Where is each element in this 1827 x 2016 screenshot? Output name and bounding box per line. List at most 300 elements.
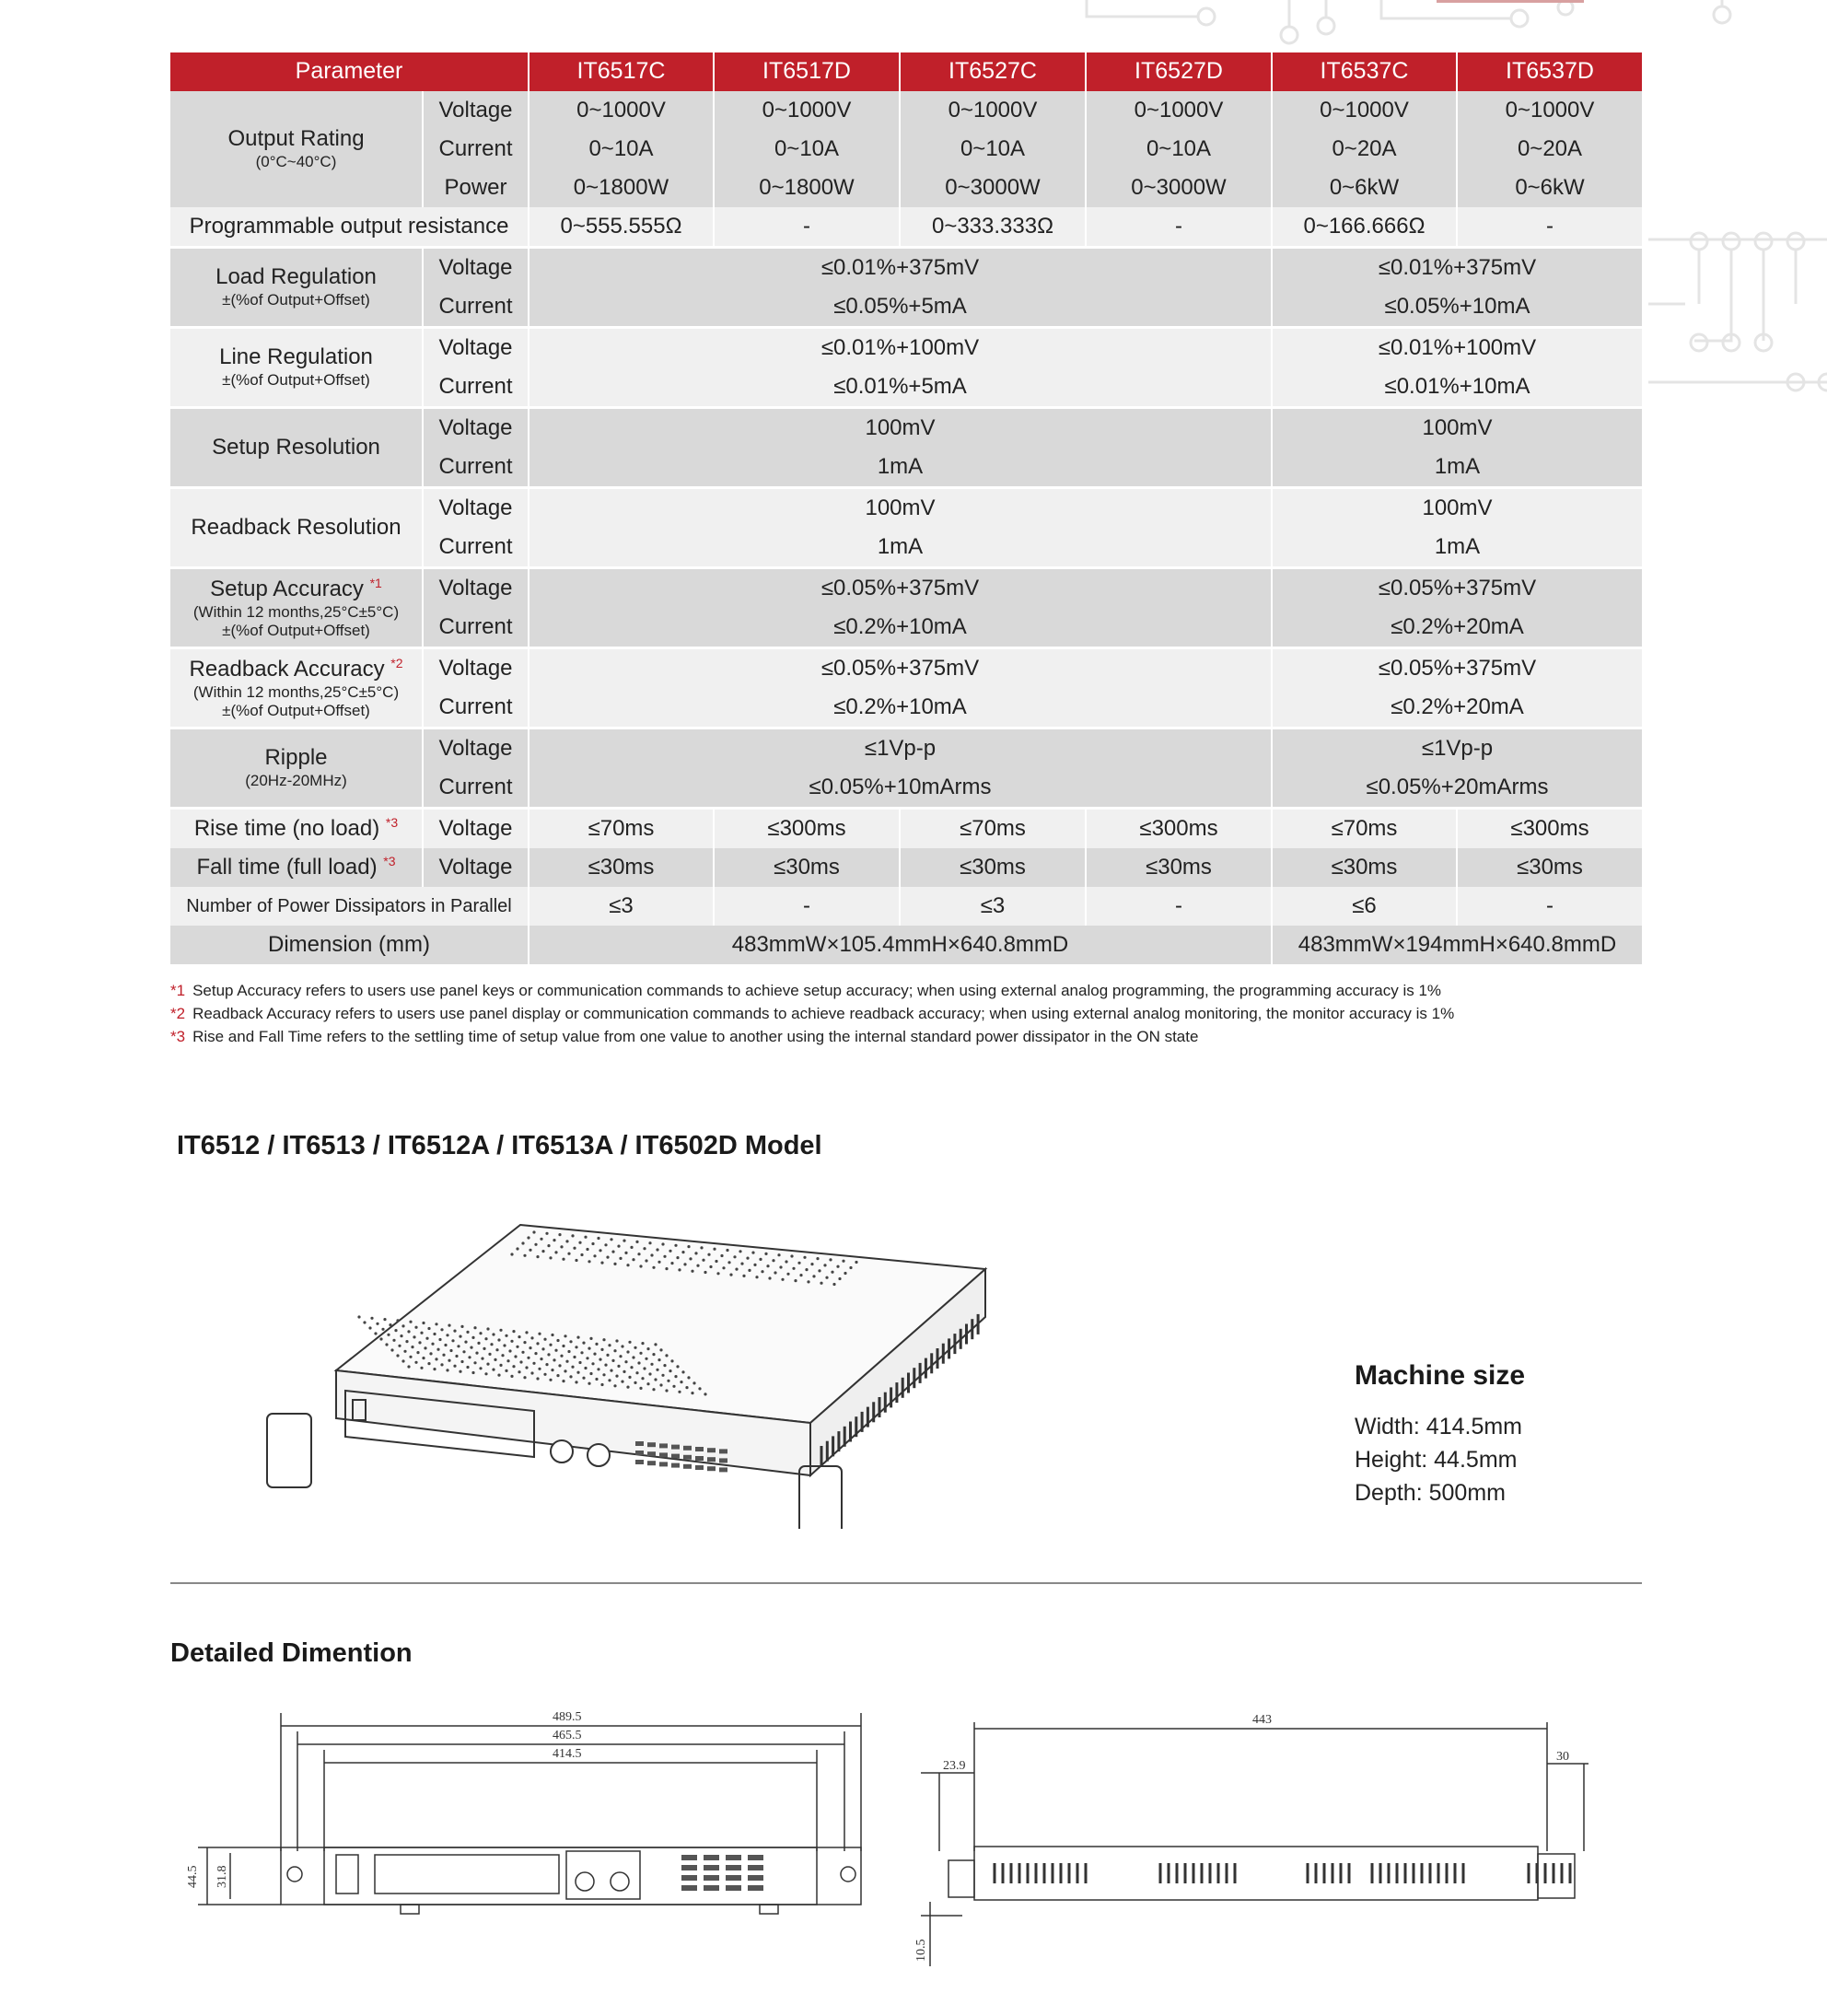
- vent-dot: [448, 1324, 450, 1327]
- panel-key: [647, 1461, 656, 1465]
- panel-key: [704, 1885, 719, 1891]
- cell: ≤300ms: [714, 809, 900, 849]
- vent-dot: [641, 1342, 644, 1345]
- vent-dot: [462, 1350, 465, 1353]
- cell: ≤70ms: [900, 809, 1086, 849]
- vent-dot: [657, 1261, 660, 1264]
- vent-dot: [621, 1345, 623, 1347]
- panel-key: [659, 1443, 668, 1448]
- vent-dot: [569, 1375, 572, 1378]
- vent-dot: [842, 1260, 844, 1263]
- vent-dot: [652, 1266, 655, 1269]
- vent-dot: [565, 1360, 568, 1363]
- cell: 483mmW×194mmH×640.8mmD: [1272, 926, 1642, 964]
- vent-dot: [501, 1354, 504, 1357]
- param-fall-time: [170, 848, 423, 887]
- vent-dot: [381, 1328, 384, 1331]
- table-row: [170, 488, 1642, 529]
- table-row: [170, 408, 1642, 449]
- vent-dot: [659, 1348, 662, 1351]
- cell: -: [714, 207, 900, 248]
- cell: 0~6kW: [1457, 169, 1642, 207]
- panel-key: [719, 1458, 727, 1462]
- vent-dot: [532, 1362, 535, 1365]
- vent-dot: [751, 1252, 754, 1254]
- vent-dot: [707, 1253, 710, 1256]
- vent-dot: [446, 1369, 448, 1371]
- vent-dot: [466, 1331, 469, 1334]
- vent-dot: [588, 1382, 590, 1385]
- vent-dot: [646, 1347, 649, 1350]
- panel-key: [719, 1467, 727, 1472]
- kind-label: Voltage: [423, 848, 529, 887]
- cell: ≤0.01%+100mV: [1272, 328, 1642, 368]
- footnote-mark: *2: [390, 655, 403, 670]
- cell: -: [1086, 207, 1272, 248]
- machine-width: Width: 414.5mm: [1355, 1414, 1523, 1439]
- cell: 0~3000W: [1086, 169, 1272, 207]
- vent-dot: [518, 1370, 520, 1373]
- dim-label: 443: [1252, 1713, 1272, 1727]
- vent-dot: [567, 1350, 570, 1353]
- vent-dot: [722, 1266, 725, 1269]
- param-setup-accuracy: [170, 568, 423, 648]
- vent-dot: [632, 1356, 634, 1358]
- cell: 0~10A: [1086, 130, 1272, 169]
- vent-dot: [792, 1267, 795, 1270]
- vent-dot: [407, 1365, 410, 1368]
- vent-dot: [490, 1343, 493, 1346]
- spec-table: [170, 52, 1642, 964]
- vent-dot: [692, 1381, 695, 1384]
- cell: ≤30ms: [1086, 848, 1272, 887]
- footnote-mark: *1: [369, 575, 382, 590]
- cell: 100mV: [529, 488, 1272, 529]
- vent-dot: [626, 1386, 629, 1389]
- vent-dot: [547, 1353, 550, 1356]
- footnote-mark: *2: [170, 1005, 186, 1022]
- param-label: Line Regulation: [219, 344, 373, 369]
- param-label: Readback Accuracy: [189, 656, 385, 682]
- cell: 0~10A: [529, 130, 714, 169]
- vent-dot: [547, 1244, 550, 1247]
- vent-dot: [602, 1338, 605, 1341]
- vent-dot: [680, 1381, 682, 1383]
- vent-dot: [608, 1379, 611, 1381]
- vent-dot: [611, 1359, 614, 1362]
- vent-dot: [635, 1241, 638, 1243]
- vent-dot: [597, 1237, 599, 1240]
- footnote-text: Rise and Fall Time refers to the settling time of setup value from one value to another using the internal standard power dissipator in the ON state: [192, 1028, 1199, 1045]
- vent-dot: [613, 1263, 616, 1265]
- cell: 1mA: [529, 448, 1272, 488]
- machine-depth: Depth: 500mm: [1355, 1480, 1506, 1506]
- vent-dot: [580, 1351, 583, 1354]
- vent-dot: [453, 1365, 456, 1368]
- panel-key: [683, 1455, 692, 1460]
- cell: 0~333.333Ω: [900, 207, 1086, 248]
- vent-dot: [617, 1365, 620, 1368]
- table-row: [170, 848, 1642, 887]
- vent-dot: [624, 1252, 627, 1254]
- dim-label: 10.5: [914, 1939, 928, 1962]
- vent-dot: [484, 1337, 487, 1340]
- vent-dot: [704, 1271, 706, 1274]
- vent-dot: [832, 1283, 835, 1286]
- vent-dot: [370, 1317, 373, 1320]
- vent-dot: [663, 1255, 666, 1258]
- machine-size-title: Machine size: [1355, 1360, 1526, 1391]
- vent-dot: [396, 1319, 399, 1322]
- kind-label: Current: [423, 287, 529, 328]
- cell: 100mV: [1272, 408, 1642, 449]
- vent-dot: [422, 1357, 425, 1359]
- vent-dot: [481, 1358, 483, 1360]
- cell: ≤70ms: [1272, 809, 1457, 849]
- vent-dot: [663, 1364, 666, 1367]
- vent-dot: [484, 1372, 487, 1375]
- vent-dot: [422, 1322, 425, 1324]
- vent-dot: [470, 1346, 472, 1349]
- vent-dot: [831, 1271, 833, 1274]
- vent-dot: [545, 1232, 548, 1235]
- vent-dot: [698, 1387, 701, 1390]
- panel-key: [707, 1448, 716, 1452]
- vent-dot: [529, 1249, 531, 1252]
- vent-dot: [691, 1270, 693, 1273]
- vent-dot: [654, 1378, 657, 1381]
- panel-key: [748, 1865, 763, 1870]
- vent-dot: [473, 1326, 476, 1329]
- vent-dot: [464, 1341, 467, 1344]
- kind-label: Voltage: [423, 408, 529, 449]
- vent-dot: [521, 1241, 524, 1244]
- panel-key: [695, 1447, 704, 1451]
- vent-dot: [818, 1269, 820, 1272]
- vent-dot: [669, 1369, 671, 1372]
- cell: ≤1Vp-p: [529, 728, 1272, 769]
- vent-dot: [604, 1364, 607, 1367]
- vent-dot: [446, 1334, 448, 1336]
- vent-dot: [554, 1349, 557, 1352]
- vent-dot: [702, 1259, 704, 1262]
- vent-dot: [661, 1374, 664, 1377]
- vent-dot: [772, 1259, 774, 1262]
- vent-dot: [639, 1264, 642, 1267]
- vent-dot: [536, 1255, 539, 1258]
- kind-label: Current: [423, 528, 529, 568]
- vent-dot: [514, 1355, 517, 1358]
- vent-dot: [659, 1383, 662, 1386]
- vent-dot: [499, 1364, 502, 1367]
- cell: ≤0.05%+375mV: [1272, 568, 1642, 609]
- vent-dot: [449, 1349, 452, 1352]
- vent-dot: [797, 1262, 800, 1264]
- vent-dot: [549, 1344, 552, 1346]
- vent-dot: [652, 1353, 655, 1356]
- vent-dot: [444, 1344, 447, 1346]
- vent-dot: [411, 1346, 413, 1348]
- vent-dot: [645, 1259, 647, 1262]
- footnotes: [170, 979, 1454, 1048]
- panel-key: [671, 1445, 680, 1450]
- cell: ≤0.2%+10mA: [529, 688, 1272, 728]
- vent-dot: [816, 1257, 819, 1260]
- vent-dot: [849, 1266, 852, 1269]
- panel-key: [748, 1875, 763, 1881]
- vent-dot: [379, 1337, 382, 1340]
- section-divider: [170, 1582, 1642, 1584]
- vent-dot: [560, 1355, 563, 1358]
- cell: ≤0.05%+375mV: [1272, 648, 1642, 689]
- vent-dot: [589, 1372, 592, 1375]
- panel-key: [704, 1865, 719, 1870]
- model-heading: IT6512 / IT6513 / IT6512A / IT6513A / IT6502D Model: [177, 1131, 822, 1160]
- vent-dot: [779, 1265, 782, 1268]
- vent-dot: [823, 1264, 826, 1266]
- vent-dot: [438, 1338, 441, 1341]
- vent-dot: [637, 1361, 640, 1364]
- kind-label: Current: [423, 768, 529, 809]
- vent-dot: [586, 1248, 588, 1251]
- vent-dot: [495, 1348, 498, 1351]
- vent-dot: [541, 1250, 544, 1253]
- vent-dot: [759, 1258, 762, 1261]
- vent-dot: [681, 1251, 684, 1253]
- table-row: [170, 568, 1642, 609]
- panel-key: [683, 1464, 692, 1469]
- vent-dot: [431, 1343, 434, 1346]
- vent-dot: [626, 1350, 629, 1353]
- vent-dot: [641, 1377, 644, 1380]
- panel-key: [647, 1442, 656, 1447]
- header-model: IT6517D: [714, 52, 900, 91]
- param-label: Ripple: [264, 744, 328, 770]
- cell: 0~1000V: [1272, 91, 1457, 130]
- cell: ≤30ms: [1457, 848, 1642, 887]
- vent-dot: [810, 1263, 813, 1265]
- vent-dot: [665, 1354, 668, 1357]
- side-dimension-drawing: [912, 1699, 1602, 1975]
- vent-dot: [534, 1243, 537, 1246]
- vent-dot: [492, 1369, 495, 1371]
- kind-label: Current: [423, 367, 529, 408]
- panel-key: [707, 1457, 716, 1462]
- vent-dot: [727, 1261, 730, 1264]
- cell: 483mmW×105.4mmH×640.8mmD: [529, 926, 1272, 964]
- cell: 0~1000V: [529, 91, 714, 130]
- vent-dot: [468, 1356, 471, 1358]
- vent-dot: [506, 1359, 509, 1362]
- footnote-text: Readback Accuracy refers to users use panel display or communication commands to achieve readback accuracy; when using external analog monitoring, the monitor accuracy is 1%: [192, 1005, 1455, 1022]
- vent-dot: [825, 1276, 828, 1279]
- cell: ≤30ms: [1272, 848, 1457, 887]
- vent-dot: [716, 1272, 719, 1275]
- footnote-mark: *3: [383, 854, 396, 869]
- panel-key: [635, 1451, 644, 1455]
- kind-label: Voltage: [423, 648, 529, 689]
- vent-dot: [602, 1373, 605, 1376]
- vent-dot: [390, 1348, 393, 1351]
- vent-dot: [459, 1335, 461, 1338]
- kind-label: Voltage: [423, 728, 529, 769]
- cell: 0~1000V: [1086, 91, 1272, 130]
- vent-dot: [694, 1252, 697, 1254]
- vent-dot: [704, 1393, 706, 1395]
- vent-dot: [584, 1367, 587, 1369]
- cell: ≤0.01%+10mA: [1272, 367, 1642, 408]
- panel-key: [635, 1441, 644, 1446]
- vent-dot: [588, 1347, 590, 1350]
- footnote-text: Setup Accuracy refers to users use panel keys or communication commands to achieve setup accuracy; when using external analog programming, the programming accuracy is 1%: [192, 982, 1442, 999]
- vent-dot: [613, 1349, 616, 1352]
- vent-dot: [681, 1370, 684, 1373]
- vent-dot: [541, 1347, 544, 1350]
- cell: ≤30ms: [714, 848, 900, 887]
- vent-dot: [556, 1339, 559, 1342]
- vent-dot: [479, 1332, 482, 1334]
- vent-dot: [545, 1363, 548, 1366]
- vent-dot: [807, 1280, 809, 1283]
- cell: 0~1000V: [1457, 91, 1642, 130]
- param-label: Output Rating: [227, 125, 365, 151]
- vent-dot: [753, 1264, 756, 1266]
- vent-dot: [696, 1264, 699, 1267]
- vent-dot: [844, 1272, 846, 1275]
- footnote-mark: *1: [170, 982, 186, 999]
- cell: 0~3000W: [900, 169, 1086, 207]
- vent-dot: [374, 1332, 377, 1334]
- vent-dot: [639, 1352, 642, 1355]
- dim-label: 23.9: [943, 1759, 966, 1773]
- vent-dot: [600, 1262, 603, 1264]
- vent-dot: [518, 1335, 520, 1338]
- vent-dot: [623, 1240, 625, 1242]
- vent-dot: [409, 1321, 412, 1323]
- param-line-regulation: [170, 328, 423, 408]
- table-row: [170, 728, 1642, 769]
- vent-dot: [512, 1330, 515, 1333]
- vent-dot: [735, 1268, 738, 1271]
- vent-dot: [560, 1245, 563, 1248]
- vent-dot: [643, 1247, 646, 1250]
- vent-dot: [494, 1358, 496, 1361]
- vent-dot: [499, 1329, 502, 1332]
- header-model: IT6537D: [1457, 52, 1642, 91]
- vent-dot: [516, 1247, 518, 1250]
- cell: 0~1000V: [900, 91, 1086, 130]
- cell: ≤0.01%+100mV: [529, 328, 1272, 368]
- cell: 0~555.555Ω: [529, 207, 714, 248]
- vent-dot: [562, 1258, 564, 1261]
- vent-dot: [475, 1352, 478, 1355]
- vent-dot: [739, 1250, 741, 1253]
- cell: 0~1800W: [714, 169, 900, 207]
- vent-dot: [440, 1363, 443, 1366]
- vent-dot: [648, 1372, 651, 1375]
- kind-label: Current: [423, 608, 529, 648]
- vent-dot: [427, 1362, 430, 1365]
- vent-dot: [551, 1334, 553, 1336]
- vent-dot: [523, 1254, 526, 1257]
- vent-dot: [672, 1385, 675, 1388]
- vent-dot: [593, 1353, 596, 1356]
- kind-label: Power: [423, 169, 529, 207]
- table-row: [170, 809, 1642, 849]
- vent-dot: [414, 1361, 417, 1364]
- vent-dot: [781, 1278, 784, 1281]
- vent-dot: [654, 1343, 657, 1346]
- panel-key: [726, 1885, 741, 1891]
- vent-dot: [733, 1255, 736, 1258]
- vent-dot: [656, 1369, 658, 1371]
- vent-dot: [676, 1365, 679, 1368]
- vent-dot: [589, 1337, 592, 1340]
- vent-dot: [613, 1384, 616, 1387]
- vent-dot: [427, 1327, 430, 1330]
- vent-dot: [626, 1264, 629, 1266]
- vent-dot: [575, 1259, 577, 1262]
- vent-dot: [715, 1260, 717, 1263]
- vent-dot: [665, 1267, 668, 1270]
- vent-dot: [595, 1343, 598, 1346]
- vent-dot: [755, 1276, 758, 1278]
- vent-dot: [460, 1360, 463, 1363]
- vent-dot: [451, 1339, 454, 1342]
- vent-dot: [623, 1370, 625, 1373]
- param-readback-accuracy: [170, 648, 423, 728]
- vent-dot: [418, 1341, 421, 1344]
- header-model: IT6527D: [1086, 52, 1272, 91]
- vent-dot: [433, 1333, 436, 1335]
- vent-dot: [628, 1376, 631, 1379]
- vent-dot: [683, 1263, 686, 1265]
- vent-dot: [424, 1346, 426, 1349]
- dim-label: 489.5: [553, 1710, 582, 1724]
- vent-dot: [376, 1323, 378, 1325]
- param-sub: ±(%of Output+Offset): [222, 701, 370, 719]
- vent-dot: [512, 1365, 515, 1368]
- dim-label: 414.5: [553, 1747, 582, 1761]
- vent-dot: [413, 1335, 415, 1338]
- vent-dot: [836, 1265, 839, 1268]
- panel-key: [695, 1456, 704, 1461]
- vent-dot: [433, 1368, 436, 1370]
- vent-dot: [573, 1247, 576, 1250]
- vent-dot: [543, 1373, 546, 1376]
- vent-dot: [466, 1366, 469, 1369]
- vent-dot: [669, 1250, 671, 1253]
- vent-dot: [794, 1279, 797, 1282]
- vent-dot: [516, 1346, 518, 1348]
- cell: ≤0.01%+375mV: [529, 248, 1272, 288]
- vent-dot: [564, 1369, 566, 1372]
- vent-dot: [634, 1381, 636, 1384]
- panel-key: [683, 1446, 692, 1451]
- vent-dot: [615, 1375, 618, 1378]
- vent-dot: [510, 1375, 513, 1378]
- vent-dot: [483, 1347, 485, 1350]
- vent-dot: [400, 1334, 402, 1337]
- vent-dot: [812, 1275, 815, 1277]
- vent-dot: [600, 1348, 603, 1351]
- kind-label: Voltage: [423, 568, 529, 609]
- vent-dot: [459, 1370, 461, 1373]
- panel-key: [748, 1885, 763, 1891]
- param-sub: ±(%of Output+Offset): [222, 291, 370, 309]
- vent-dot: [678, 1268, 681, 1271]
- vent-dot: [595, 1378, 598, 1381]
